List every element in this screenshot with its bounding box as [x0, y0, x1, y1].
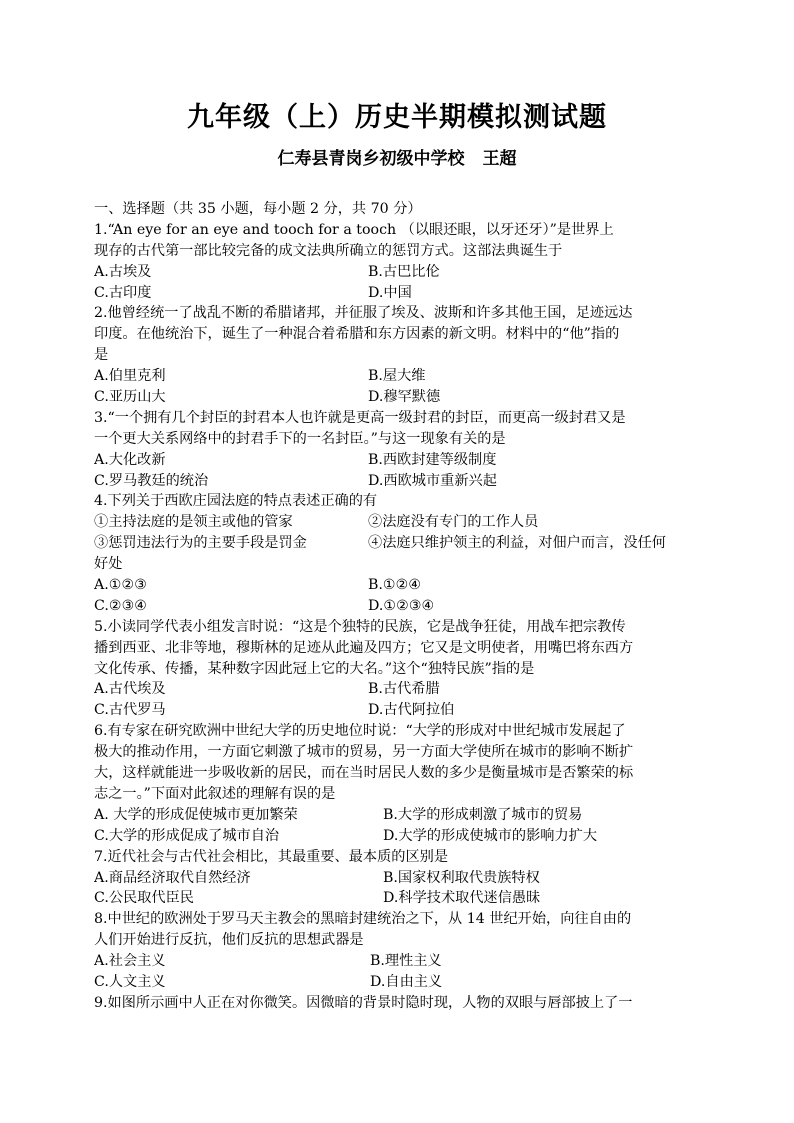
option-d: D.古代阿拉伯	[368, 702, 455, 719]
option-b: B.大学的形成刺激了城市的贸易	[383, 806, 583, 823]
option-b: B.屋大维	[368, 368, 426, 385]
question-6-options-row1	[94, 805, 702, 826]
question-8-options-row1	[94, 951, 702, 972]
page-subtitle	[0, 146, 794, 172]
option-d: D.大学的形成使城市的影响力扩大	[383, 827, 598, 844]
question-4-options-row1	[94, 575, 702, 596]
option-a: A.社会主义	[94, 953, 166, 970]
option-d: D.科学技术取代迷信愚昧	[383, 890, 541, 907]
question-4-statements-row2	[94, 533, 702, 554]
option-d: D.①②③④	[368, 597, 435, 614]
question-7-options-row2	[94, 888, 702, 909]
option-b: B.古代希腊	[368, 681, 440, 698]
question-5-stem-line1: 5.小读同学代表小组发言时说：“这是个独特的民族，它是战争狂徒，用战车把宗教传	[94, 618, 626, 635]
option-a: A.大化改新	[94, 451, 166, 468]
option-c: C.亚历山大	[94, 389, 166, 406]
question-1-stem-line2: 现存的古代第一部比较完备的成文法典所确立的惩罚方式。这部法典诞生于	[94, 242, 563, 259]
question-6-stem-line2: 极大的推动作用，一方面它刺激了城市的贸易，另一方面大学使所在城市的影响不断扩	[94, 744, 634, 761]
option-a: A.①②③	[94, 577, 147, 594]
section-heading: 一、选择题（共 35 小题，每小题 2 分，共 70 分）	[94, 201, 422, 217]
option-d: D.中国	[368, 284, 412, 301]
author-name: 王超	[482, 149, 517, 169]
question-4-options-row2	[94, 596, 702, 617]
question-3-stem-line1: 3.“一个拥有几个封臣的封君本人也许就是更高一级封君的封臣，而更高一级封君又是	[94, 409, 626, 426]
option-a: A.古代埃及	[94, 681, 166, 698]
option-c: C.罗马教廷的统治	[94, 472, 209, 489]
question-1-stem-line1: 1.“An eye for an eye and tooch for a tooch （以眼还眼，以牙还牙）”是世界上	[94, 221, 614, 238]
option-c: C.古印度	[94, 284, 152, 301]
option-b: B.古巴比伦	[368, 263, 440, 280]
option-a: A.古埃及	[94, 263, 152, 280]
question-list	[94, 199, 702, 1014]
question-9-stem-line1: 9.如图所示画中人正在对你微笑。因微暗的背景时隐时现，人物的双眼与唇部披上了一	[94, 994, 633, 1011]
option-b: B.①②④	[368, 577, 422, 594]
question-2-stem-line2: 印度。在他统治下，诞生了一种混合着希腊和东方因素的新文明。材料中的“他”指的	[94, 326, 620, 343]
option-c: C.大学的形成促成了城市自治	[94, 827, 280, 844]
page-title: 九年级（上）历史半期模拟测试题	[187, 102, 607, 133]
option-a: A. 大学的形成促使城市更加繁荣	[94, 806, 298, 823]
option-c: C.②③④	[94, 597, 148, 614]
question-8-options-row2	[94, 972, 702, 993]
question-6-stem-line4: 志之一。”下面对此叙述的理解有误的是	[94, 785, 336, 802]
question-5-options-row1	[94, 679, 702, 700]
question-8-stem-line1: 8.中世纪的欧洲处于罗马天主教会的黑暗封建统治之下，从 14 世纪开始，向往自由的	[94, 911, 632, 928]
question-8-stem-line2: 人们开始进行反抗，他们反抗的思想武器是	[94, 932, 364, 949]
question-3-stem-line2: 一个更大关系网络中的封君手下的一名封臣。”与这一现象有关的是	[94, 430, 506, 447]
question-1-options-row2	[94, 283, 702, 304]
question-2-stem-line3: 是	[94, 347, 109, 364]
statement-4: ④法庭只维护领主的利益，对佃户而言，没任何	[368, 535, 666, 552]
question-3-options-row1	[94, 450, 702, 471]
statement-2: ②法庭没有专门的工作人员	[368, 514, 539, 531]
option-b: B.西欧封建等级制度	[368, 451, 497, 468]
question-2-options-row2	[94, 387, 702, 408]
option-d: D.穆罕默德	[368, 389, 441, 406]
statement-3: ③惩罚违法行为的主要手段是罚金	[94, 535, 307, 552]
question-4-stem-line1: 4.下列关于西欧庄园法庭的特点表述正确的有	[94, 493, 378, 510]
option-c: C.古代罗马	[94, 702, 166, 719]
question-7-options-row1	[94, 868, 702, 889]
option-a: A.伯里克利	[94, 368, 166, 385]
question-5-stem-line2: 播到西亚、北非等地，穆斯林的足迹从此遍及四方；它又是文明使者，用嘴巴将东西方	[94, 639, 634, 656]
statement-1: ①主持法庭的是领主或他的管家	[94, 514, 293, 531]
question-3-options-row2	[94, 471, 702, 492]
question-6-stem-line1: 6.有专家在研究欧洲中世纪大学的历史地位时说：“大学的形成对中世纪城市发展起了	[94, 723, 626, 740]
option-b: B.国家权利取代贵族特权	[383, 869, 540, 886]
question-4-statements-row1	[94, 512, 702, 533]
option-c: C.公民取代臣民	[94, 890, 194, 907]
statement-4-continued: 好处	[94, 556, 123, 573]
question-7-stem-line1: 7.近代社会与古代社会相比，其最重要、最本质的区别是	[94, 848, 449, 865]
question-1-options-row1	[94, 262, 702, 283]
question-5-options-row2	[94, 700, 702, 721]
option-d: D.自由主义	[370, 973, 443, 990]
question-5-stem-line3: 文化传承、传播，某种数字因此冠上它的大名。”这个“独特民族”指的是	[94, 660, 535, 677]
option-a: A.商品经济取代自然经济	[94, 869, 251, 886]
question-6-options-row2	[94, 826, 702, 847]
question-2-stem-line1: 2.他曾经统一了战乱不断的希腊诸邦，并征服了埃及、波斯和许多其他王国，足迹远达	[94, 305, 633, 322]
option-c: C.人文主义	[94, 973, 166, 990]
question-6-stem-line3: 大，这样就能进一步吸收新的居民，而在当时居民人数的多少是衡量城市是否繁荣的标	[94, 765, 634, 782]
option-d: D.西欧城市重新兴起	[368, 472, 497, 489]
question-2-options-row1	[94, 366, 702, 387]
school-name: 仁寿县青岗乡初级中学校	[277, 149, 465, 169]
option-b: B.理性主义	[370, 953, 442, 970]
